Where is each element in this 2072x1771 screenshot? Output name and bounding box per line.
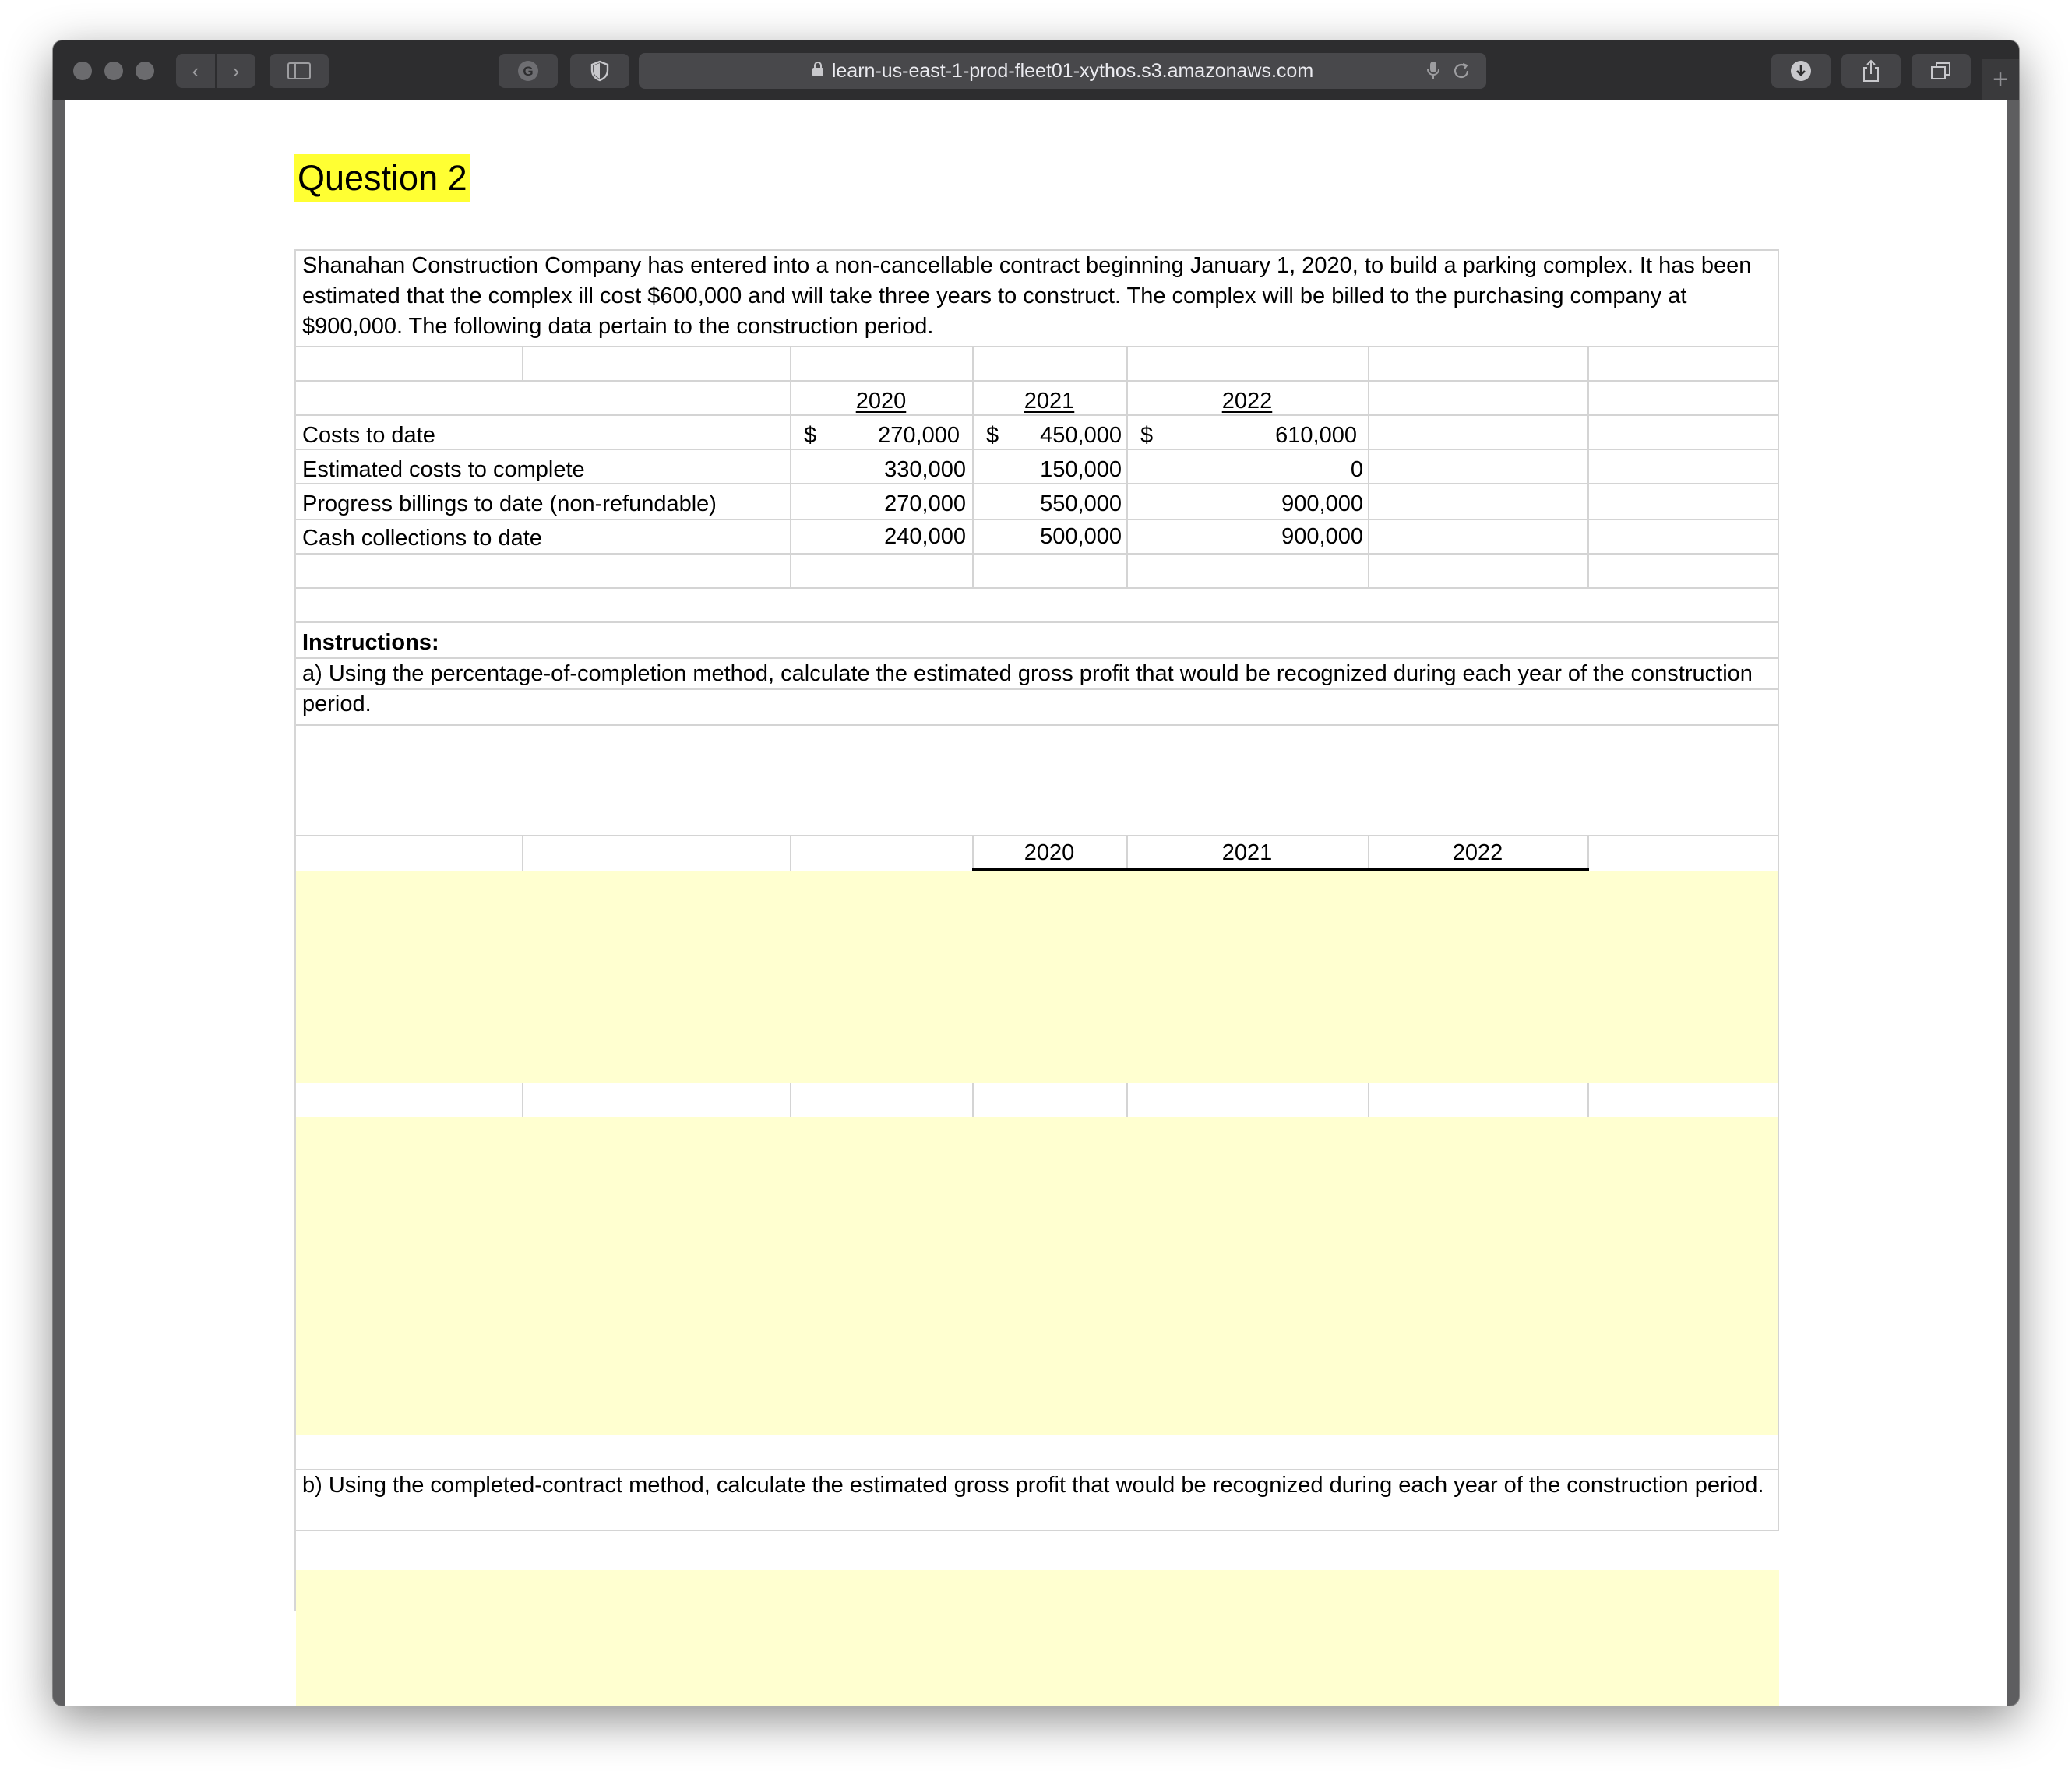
answer-year-2021: 2021: [1221, 840, 1273, 865]
row-label-estimated-costs: Estimated costs to complete: [302, 457, 585, 482]
browser-window: [53, 40, 2019, 1706]
url-text: learn-us-east-1-prod-fleet01-xythos.s3.amazonaws.com: [831, 59, 1314, 82]
sidebar-icon: [287, 62, 311, 79]
cell-estimated-2022: 0: [1350, 457, 1363, 482]
reload-icon[interactable]: [1452, 53, 1471, 89]
spreadsheet-document: [65, 100, 2007, 1706]
answer-area-a-1[interactable]: [296, 871, 1779, 1083]
forward-button[interactable]: [217, 54, 255, 88]
cell-costs-2020: 270,000: [878, 423, 960, 448]
shield-icon: [590, 60, 609, 82]
share-button[interactable]: [1841, 54, 1901, 88]
row-label-costs-to-date: Costs to date: [302, 423, 435, 448]
part-a-instruction: a) Using the percentage-of-completion method, calculate the estimated gross profit that would be recognized during each year of the construction period.: [302, 661, 1753, 716]
sidebar-toggle-button[interactable]: [270, 54, 329, 88]
microphone-icon[interactable]: [1427, 53, 1439, 89]
zoom-window-button[interactable]: [136, 62, 154, 80]
tabs-icon: [1930, 61, 1952, 81]
cell-collections-2022: 900,000: [1281, 524, 1363, 549]
row-label-cash-collections: Cash collections to date: [302, 526, 542, 551]
download-icon: [1790, 60, 1812, 82]
share-icon: [1862, 59, 1880, 83]
answer-area-a-2[interactable]: [296, 1117, 1779, 1435]
answer-year-2022: 2022: [1452, 840, 1503, 865]
answer-area-b[interactable]: [296, 1570, 1779, 1706]
year-header-2022: 2022: [1221, 389, 1273, 414]
instructions-heading: Instructions:: [302, 630, 439, 655]
cell-collections-2020: 240,000: [884, 524, 966, 549]
dollar-sign: $: [804, 423, 817, 448]
row-label-progress-billings: Progress billings to date (non-refundable): [302, 491, 717, 516]
tab-overview-button[interactable]: [1912, 54, 1971, 88]
lock-icon: [812, 60, 824, 83]
grammarly-extension-button[interactable]: [499, 54, 558, 88]
address-bar[interactable]: [639, 53, 1486, 89]
minimize-window-button[interactable]: [104, 62, 123, 80]
part-b-instruction: b) Using the completed-contract method, calculate the estimated gross profit that would be recognized during each year of the construction period.: [302, 1473, 1764, 1498]
worksheet: [294, 249, 1779, 1611]
plus-icon: +: [1993, 64, 2008, 94]
privacy-extension-button[interactable]: [570, 54, 629, 88]
downloads-button[interactable]: [1771, 54, 1831, 88]
close-window-button[interactable]: [73, 62, 92, 80]
problem-description: Shanahan Construction Company has entered into a non-cancellable contract beginning January 1, 2020, to build a parking complex. It has been estimated that the complex ill cost $600,000 and will take three years to construct. The complex will be billed to the purchasing company at $900,000. The following data pertain to the construction period.: [302, 253, 1752, 339]
cell-billings-2021: 550,000: [1040, 491, 1122, 516]
dollar-sign: $: [986, 423, 999, 448]
browser-toolbar: [53, 40, 2019, 100]
page-content: [65, 100, 2007, 1706]
cell-costs-2022: 610,000: [1275, 423, 1357, 448]
cell-costs-2021: 450,000: [1040, 423, 1122, 448]
question-title: Question 2: [294, 154, 470, 202]
svg-text:G: G: [523, 64, 534, 79]
chevron-right-icon: ›: [232, 58, 240, 83]
year-header-2021: 2021: [1024, 389, 1075, 414]
back-button[interactable]: [176, 54, 215, 88]
answer-header-underline: [972, 868, 1589, 871]
chevron-left-icon: ‹: [192, 58, 199, 83]
new-tab-button[interactable]: [1982, 59, 2019, 100]
cell-billings-2020: 270,000: [884, 491, 966, 516]
cell-billings-2022: 900,000: [1281, 491, 1363, 516]
year-header-2020: 2020: [855, 389, 907, 414]
cell-collections-2021: 500,000: [1040, 524, 1122, 549]
answer-year-2020: 2020: [1024, 840, 1075, 865]
cell-estimated-2021: 150,000: [1040, 457, 1122, 482]
dollar-sign: $: [1140, 423, 1154, 448]
grammarly-icon: [516, 59, 540, 83]
cell-estimated-2020: 330,000: [884, 457, 966, 482]
